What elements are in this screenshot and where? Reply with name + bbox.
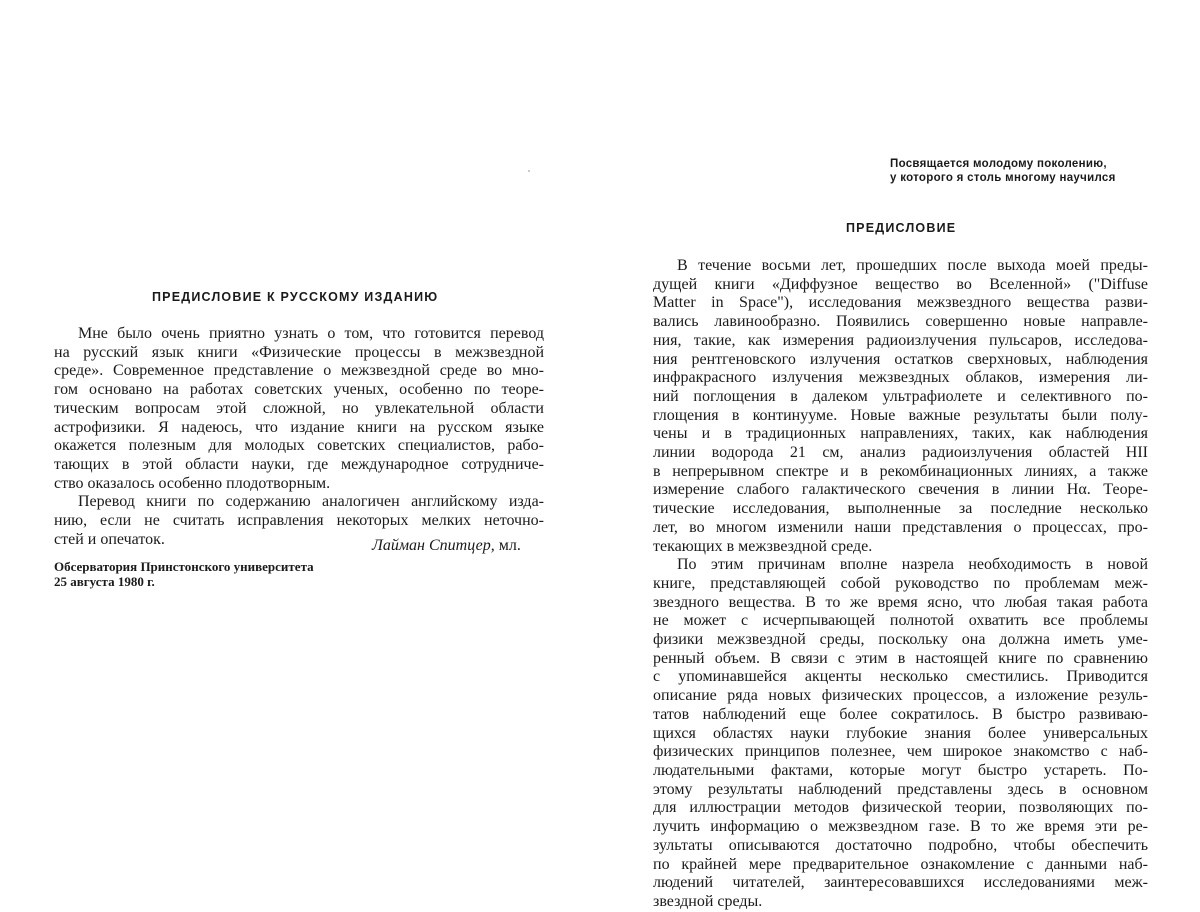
- affiliation-date: 25 августа 1980 г.: [54, 574, 155, 589]
- text-line: по крайней мере предварительное ознакомление с данными наб-: [653, 855, 1148, 873]
- right-paragraph-1: [653, 257, 1148, 556]
- text-line: с упоминавшейся акценты несколько сместились. Приводится: [653, 668, 1148, 686]
- text-line: чены и в традиционных направлениях, таких, как наблюдения: [653, 425, 1148, 443]
- dedication-line-1: Посвящается молодому поколению,: [890, 158, 1107, 170]
- text-line: По этим причинам вполне назрела необходимость в новой: [677, 556, 1148, 574]
- text-line: глощения в континууме. Новые важные результаты были полу-: [653, 406, 1148, 424]
- text-line: Мне было очень приятно узнать о том, что готовится перевод: [78, 325, 544, 342]
- text-line: Перевод книги по содержанию аналогичен английскому изда-: [78, 493, 544, 511]
- preface-body: [653, 257, 1148, 912]
- affiliation: [54, 559, 314, 589]
- text-line: зультаты описываются достаточно подробно, чтобы обеспечить: [653, 836, 1148, 854]
- text-line: людательными фактами, которые могут быстро устареть. По-: [653, 761, 1148, 779]
- preface-title: ПРЕДИСЛОВИЕ: [846, 221, 957, 235]
- text-line: стей и опечаток.: [54, 530, 165, 548]
- text-line: текающих в межзвездной среде.: [653, 537, 873, 555]
- text-line: среде». Современное представление о межзвездной среде во мно-: [54, 362, 544, 380]
- text-line: ния, такие, как измерения радиоизлучения пульсаров, исследова-: [653, 331, 1148, 349]
- text-line: этому результаты наблюдений представлены здесь в основном: [653, 780, 1148, 798]
- russian-edition-preface-title: ПРЕДИСЛОВИЕ К РУССКОМУ ИЗДАНИЮ: [152, 290, 439, 304]
- right-page: [600, 0, 1200, 910]
- text-line: звездной среды.: [653, 892, 763, 910]
- text-line: физики межзвездной среды, поскольку она должна иметь уме-: [653, 631, 1148, 649]
- text-line: физических принципов полезнее, чем широкое знакомство с наб-: [653, 743, 1148, 761]
- text-line: Matter in Space"), исследования межзвездного вещества разви-: [653, 294, 1148, 312]
- left-page: [0, 0, 590, 880]
- text-line: людений читателей, заинтересовавшихся исследованиями меж-: [653, 874, 1148, 892]
- text-line: на русский язык книги «Физические процессы в межзвездной: [54, 343, 544, 361]
- text-line: лет, во многом изменили наши представления о процессах, про-: [653, 518, 1148, 536]
- text-line: тические исследования, выполненные за последние несколько: [653, 500, 1148, 518]
- signature: [372, 537, 521, 555]
- text-line: гом основано на работах советских ученых, особенно по теоре-: [54, 381, 544, 399]
- text-line: в непрерывном спектре и в рекомбинационных линиях, а также: [653, 462, 1148, 480]
- russian-edition-preface-body: [54, 325, 544, 549]
- text-line: не может с исчерпывающей полнотой охватить все проблемы: [653, 612, 1148, 630]
- text-line: измерение слабого галактического свечения в линии Hα. Теоре-: [653, 481, 1148, 499]
- text-line: книге, представляющей собой руководство по проблемам меж-: [653, 574, 1148, 592]
- text-line: звездного вещества. В то же время ясно, что любая такая работа: [653, 593, 1148, 611]
- text-line: линии водорода 21 см, анализ радиоизлучения областей HII: [653, 444, 1148, 462]
- affiliation-institution: Обсерватория Принстонского университета: [54, 559, 314, 574]
- dedication-line-2: у которого я столь многому научился: [890, 172, 1116, 184]
- speck: [528, 170, 530, 172]
- dedication: [890, 157, 1116, 185]
- text-line: описание ряда новых физических процессов, а изложение резуль-: [653, 687, 1148, 705]
- text-line: тическим вопросам этой сложной, но увлекательной области: [54, 399, 544, 417]
- text-line: для иллюстрации методов физической теории, позволяющих по-: [653, 799, 1148, 817]
- text-line: ство оказалось особенно плодотворным.: [54, 474, 331, 492]
- right-paragraph-2: [653, 556, 1148, 911]
- text-line: тающих в этой области науки, где международное сотрудниче-: [54, 455, 544, 473]
- text-line: инфракрасного излучения межзвездных облаков, измерения ли-: [653, 369, 1148, 387]
- text-line: щихся областях науки глубокие знания более универсальных: [653, 724, 1148, 742]
- text-line: ния рентгеновского излучения остатков сверхновых, наблюдения: [653, 350, 1148, 368]
- left-paragraph-1: [54, 325, 544, 493]
- text-line: татов наблюдений еще более сократилось. В быстро развиваю-: [653, 705, 1148, 723]
- text-line: вались лавинообразно. Появились совершенно новые направле-: [653, 313, 1148, 331]
- text-line: дущей книги «Диффузное вещество во Вселенной» ("Diffuse: [653, 275, 1148, 293]
- text-line: ренный объем. В связи с этим в настоящей книге по сравнению: [653, 649, 1148, 667]
- text-line: В течение восьми лет, прошедших после выхода моей преды-: [677, 257, 1148, 274]
- text-line: ний поглощения в далеком ультрафиолете и селективного по-: [653, 387, 1148, 405]
- text-line: нию, если не считать исправления некоторых мелких неточно-: [54, 512, 544, 530]
- text-line: астрофизики. Я надеюсь, что издание книги на русском языке: [54, 418, 544, 436]
- text-line: лучить информацию о межзвездном газе. В то же время эти ре-: [653, 818, 1148, 836]
- signature-name: Лайман Спитцер,: [372, 537, 495, 554]
- signature-suffix: мл.: [494, 537, 521, 554]
- text-line: окажется полезным для молодых советских специалистов, рабо-: [54, 437, 544, 455]
